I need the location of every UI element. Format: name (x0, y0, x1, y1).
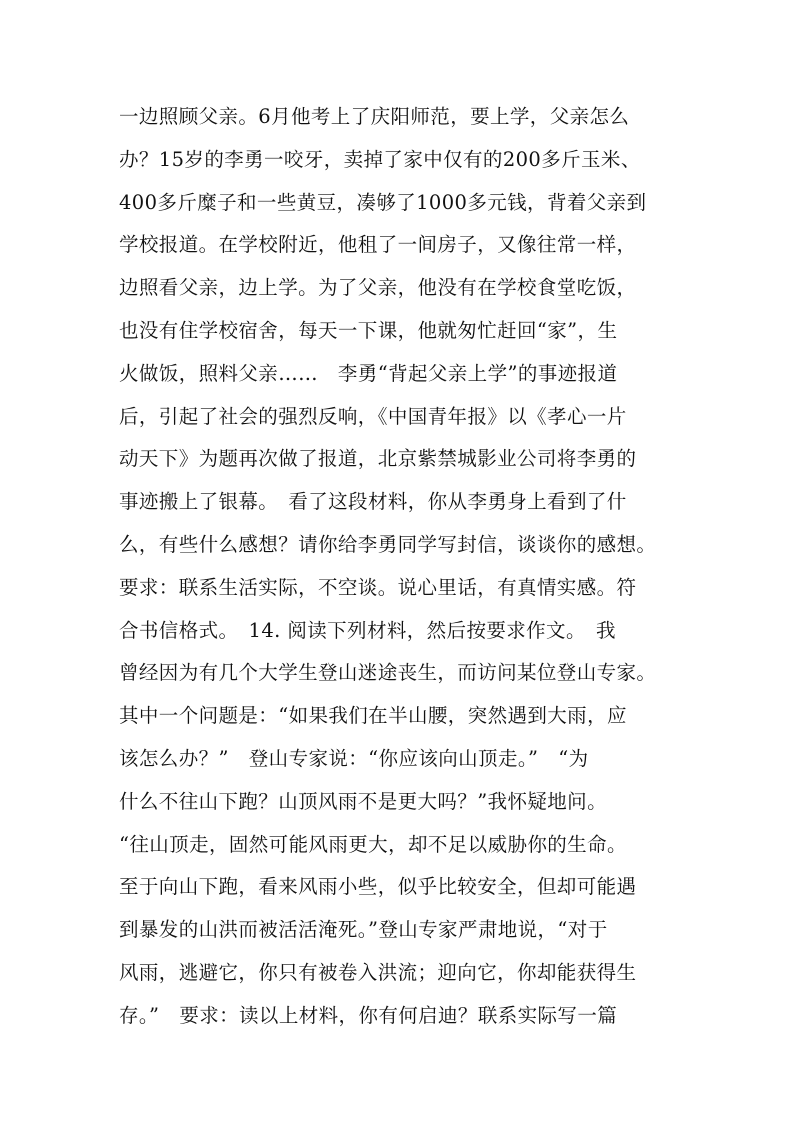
body-text (119, 96, 675, 1038)
text-line-2: 办？15岁的李勇一咬牙，卖掉了家中仅有的200多斤玉米、 (119, 147, 641, 171)
text-line-9: 动天下》为题再次做了报道，北京紫禁城影业公司将李勇的 (119, 447, 637, 471)
text-line-3: 400多斤糜子和一些黄豆，凑够了1000多元钱，背着父亲到 (119, 190, 647, 214)
text-line-16: 该怎么办？” 登山专家说：“你应该向山顶走。” “为 (119, 746, 589, 770)
text-line-4: 学校报道。在学校附近，他租了一间房子，又像往常一样， (119, 233, 637, 257)
text-line-11: 么，有些什么感想？请你给李勇同学写封信，谈谈你的感想。 (119, 532, 657, 556)
text-line-20: 到暴发的山洪而被活活淹死。”登山专家严肃地说，“对于 (119, 918, 608, 942)
text-line-1: 一边照顾父亲。6月他考上了庆阳师范，要上学，父亲怎么 (119, 105, 630, 128)
text-line-17: 什么不往山下跑？山顶风雨不是更大吗？”我怀疑地问。 (119, 789, 607, 813)
text-line-18: “往山顶走，固然可能风雨更大，却不足以威胁你的生命。 (119, 832, 627, 856)
text-line-8: 后，引起了社会的强烈反响，《中国青年报》以《孝心一片 (119, 404, 627, 428)
text-line-21: 风雨，逃避它，你只有被卷入洪流；迎向它，你却能获得生 (119, 960, 637, 984)
text-line-13: 合书信格式。 14. 阅读下列材料，然后按要求作文。 我 (119, 618, 616, 642)
text-line-10: 事迹搬上了银幕。 看了这段材料，你从李勇身上看到了什 (119, 490, 627, 514)
text-line-6: 也没有住学校宿舍，每天一下课，他就匆忙赶回“家”，生 (119, 318, 618, 342)
text-line-12: 要求：联系生活实际，不空谈。说心里话，有真情实感。符 (119, 575, 637, 599)
text-line-15: 其中一个问题是：“如果我们在半山腰，突然遇到大雨，应 (119, 704, 627, 728)
text-line-22: 存。” 要求：读以上材料，你有何启迪？联系实际写一篇 (119, 1003, 618, 1027)
text-line-19: 至于向山下跑，看来风雨小些，似乎比较安全，但却可能遇 (119, 875, 637, 899)
text-line-5: 边照看父亲，边上学。为了父亲，他没有在学校食堂吃饭， (119, 276, 637, 300)
text-line-7: 火做饭，照料父亲…… 李勇“背起父亲上学”的事迹报道 (119, 361, 618, 385)
text-line-14: 曾经因为有几个大学生登山迷途丧生，而访问某位登山专家。 (119, 661, 657, 685)
